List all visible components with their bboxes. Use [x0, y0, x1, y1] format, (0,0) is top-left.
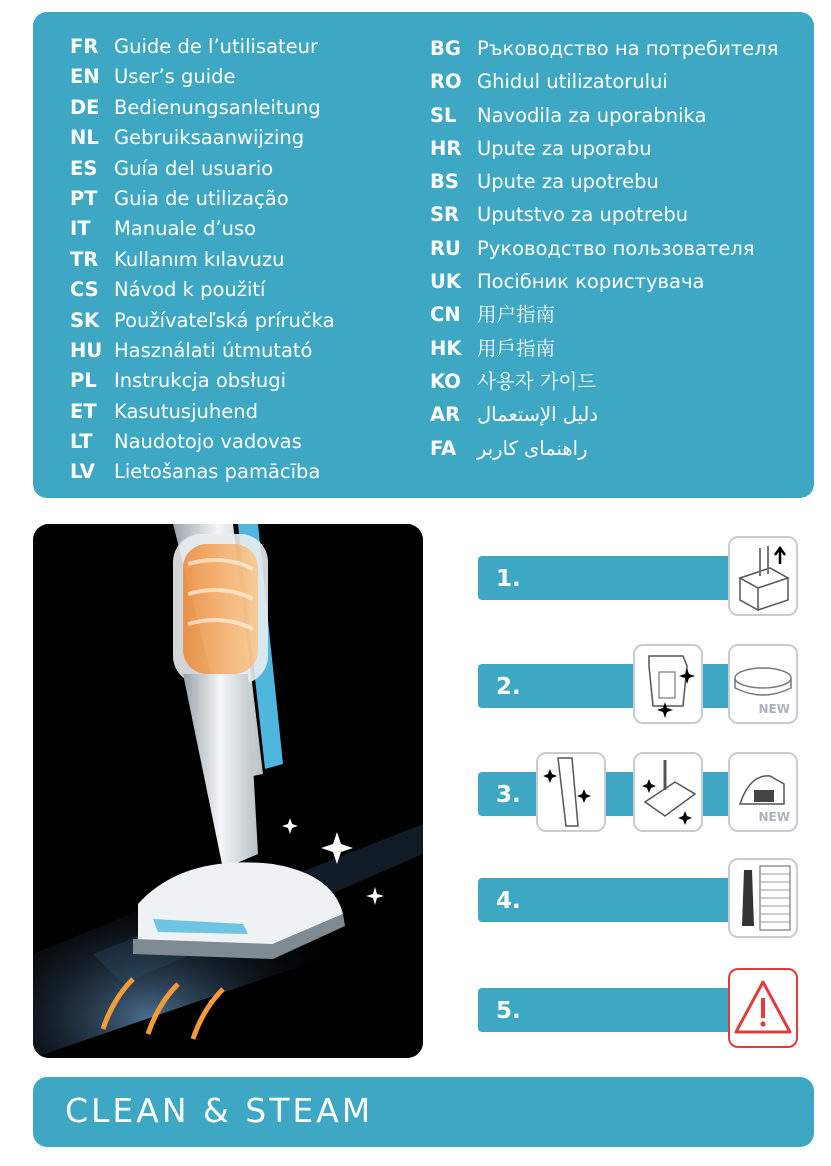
language-label: Guide de l’utilisateur: [114, 35, 319, 58]
language-item: [430, 65, 778, 98]
tank-sparkle-icon: [633, 644, 703, 724]
language-list-right: [430, 32, 778, 465]
language-item: [70, 214, 335, 244]
language-code: BG: [430, 37, 461, 60]
language-code: PT: [70, 186, 98, 210]
language-label: Navodila za uporabnika: [477, 103, 707, 127]
language-code: ET: [70, 399, 97, 423]
language-item: [70, 154, 335, 184]
language-item: [430, 398, 778, 431]
step-number: 3.: [496, 782, 521, 808]
language-item: [430, 99, 778, 132]
language-item: [430, 365, 778, 398]
language-label: Kullanım kılavuzu: [114, 247, 285, 271]
language-label: Kasutusjuhend: [114, 399, 258, 423]
new-badge: NEW: [758, 810, 790, 824]
language-item: [430, 332, 778, 365]
language-item: [70, 457, 335, 487]
language-item: [430, 265, 778, 298]
step-bar: [478, 556, 741, 600]
language-code: TR: [70, 247, 99, 271]
language-item: [70, 306, 335, 336]
language-item: [430, 232, 778, 265]
filter-pad-icon: [728, 644, 798, 724]
language-item: [70, 366, 335, 396]
language-code: CN: [430, 303, 461, 327]
language-label: User’s guide: [114, 65, 236, 89]
language-item: [430, 298, 778, 331]
language-code: HU: [70, 338, 103, 362]
language-label: 用戶指南: [477, 336, 556, 360]
language-code: BS: [430, 170, 459, 194]
language-code: RO: [430, 70, 462, 94]
step-bar: [478, 878, 741, 922]
handle-sparkle-icon: [536, 752, 606, 832]
language-item: [70, 123, 335, 153]
step-number: 1.: [496, 566, 521, 592]
product-photo: [33, 524, 423, 1058]
language-code: KO: [430, 369, 461, 393]
warning-icon: [728, 968, 798, 1048]
language-label: Manuale d’uso: [114, 217, 257, 241]
language-item: [430, 432, 778, 465]
language-code: PL: [70, 369, 97, 393]
language-code: DE: [70, 95, 100, 119]
language-label: Ръководство на потребителя: [477, 37, 779, 60]
language-label: Naudotojo vadovas: [114, 430, 302, 454]
language-label: Instrukcja obsługi: [114, 369, 287, 393]
language-label: Upute za uporabu: [477, 136, 652, 160]
language-label: Používateľská príručka: [114, 308, 335, 332]
step-number: 4.: [496, 888, 521, 914]
language-label: راهنمای کاربر: [477, 436, 588, 460]
language-code: RU: [430, 236, 461, 260]
language-code: LV: [70, 460, 95, 484]
product-name-banner: [33, 1077, 814, 1147]
language-code: FA: [430, 436, 457, 460]
new-badge: NEW: [758, 702, 790, 716]
language-code: UK: [430, 270, 461, 294]
language-label: Gebruiksaanwijzing: [114, 126, 305, 150]
language-label: Lietošanas pamācība: [114, 460, 321, 484]
language-list-left: [70, 32, 335, 488]
language-label: Upute za upotrebu: [477, 170, 659, 194]
language-label: Руководство пользователя: [477, 236, 755, 260]
language-label: Guia de utilização: [114, 186, 289, 210]
step-number: 2.: [496, 674, 521, 700]
language-item: [70, 397, 335, 427]
floor-head-sparkle-icon: [633, 752, 703, 832]
language-label: Посібник користувача: [477, 270, 705, 294]
language-item: [430, 132, 778, 165]
language-code: SR: [430, 203, 460, 227]
language-code: FR: [70, 35, 99, 58]
language-item: [430, 198, 778, 231]
language-item: [70, 184, 335, 214]
language-item: [430, 32, 778, 65]
unboxing-icon: [728, 536, 798, 616]
language-label: دليل الإستعمال: [477, 403, 599, 427]
language-code: SL: [430, 103, 457, 127]
language-code: EN: [70, 65, 100, 89]
language-code: SK: [70, 308, 100, 332]
language-item: [430, 165, 778, 198]
language-code: LT: [70, 430, 93, 454]
language-item: [70, 93, 335, 123]
language-code: HK: [430, 336, 462, 360]
language-label: Bedienungsanleitung: [114, 95, 321, 119]
language-panel: [33, 12, 814, 498]
step-bar: [478, 988, 741, 1032]
language-item: [70, 336, 335, 366]
storage-icon: [728, 858, 798, 938]
language-item: [70, 275, 335, 305]
language-code: ES: [70, 156, 98, 180]
language-label: Návod k použití: [114, 278, 266, 302]
language-label: Guía del usuario: [114, 156, 274, 180]
language-item: [70, 245, 335, 275]
language-label: 用户指南: [477, 303, 556, 327]
steam-iron-icon: [728, 752, 798, 832]
language-label: Használati útmutató: [114, 338, 313, 362]
product-name: CLEAN & STEAM: [65, 1091, 374, 1130]
language-code: HR: [430, 136, 462, 160]
language-code: AR: [430, 403, 461, 427]
language-label: Uputstvo za upotrebu: [477, 203, 689, 227]
language-item: [70, 32, 335, 62]
language-item: [70, 427, 335, 457]
language-label: Ghidul utilizatorului: [477, 70, 668, 94]
language-code: CS: [70, 278, 99, 302]
step-number: 5.: [496, 998, 521, 1024]
language-item: [70, 62, 335, 92]
language-label: 사용자 가이드: [477, 369, 597, 393]
language-code: NL: [70, 126, 99, 150]
steam-mop-illustration: [33, 524, 423, 1058]
language-code: IT: [70, 217, 91, 241]
